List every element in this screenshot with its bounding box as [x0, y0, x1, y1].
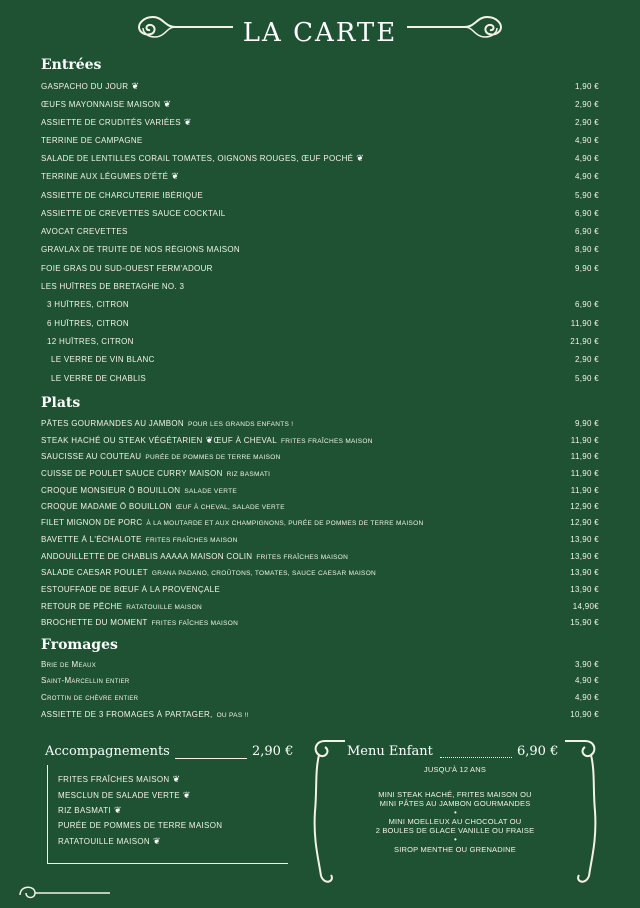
accompagnement-item [58, 821, 222, 830]
plat-note: SALADE VERTE [184, 487, 237, 495]
plat-price: 12,90 € [570, 517, 599, 527]
entree-price: 6,90 € [574, 299, 599, 309]
plat-name: ESTOUFFADE DE BŒUF À LA PROVENÇALE [41, 584, 220, 594]
plat-price: 14,90€ [572, 601, 599, 611]
entree-row [41, 316, 599, 330]
bottom-flourish-icon [0, 875, 120, 905]
fromage-row [41, 657, 599, 671]
divider [440, 757, 512, 758]
right-ornament-icon [405, 12, 505, 42]
plat-name: SAUCISSE AU COUTEAU [41, 451, 142, 461]
entree-price: 5,90 € [574, 190, 599, 200]
menu-enfant-line: SIROP MENTHE OU GRENADINE [394, 845, 516, 854]
plat-row [41, 483, 599, 497]
accompagnement-item [58, 790, 191, 801]
fromage-name: ASSIETTE DE 3 FROMAGES À PARTAGER, [41, 709, 213, 719]
plat-row [41, 549, 599, 563]
entree-price: 2,90 € [574, 99, 599, 109]
entree-row [41, 297, 599, 311]
entree-name: SALADE DE LENTILLES CORAIL TOMATES, OIGNONS ROUGES, ŒUF POCHÉ [41, 153, 354, 163]
entree-row [41, 133, 599, 147]
entree-name: GRAVLAX DE TRUITE DE NOS RÉGIONS MAISON [41, 244, 240, 254]
plat-note: RIZ BASMATI [226, 470, 271, 478]
plat-name: PÂTES GOURMANDES AU JAMBON [41, 418, 184, 428]
header [0, 8, 640, 48]
entree-price: 6,90 € [574, 208, 599, 218]
plat-note: GRANA PADANO, CROÛTONS, TOMATES, SAUCE CAESAR MAISON [151, 569, 377, 577]
entree-price: 6,90 € [574, 226, 599, 236]
plat-note: FRITES FAÎCHES MAISON [151, 619, 239, 627]
entree-price: 9,90 € [574, 263, 599, 273]
entree-row [41, 188, 599, 202]
accompagnement-item [58, 805, 122, 816]
plat-row [41, 582, 599, 596]
plat-row [41, 599, 599, 613]
entree-row [41, 224, 599, 238]
plat-row [41, 466, 599, 480]
menu-enfant-price: 6,90 € [517, 744, 559, 759]
entree-row [41, 242, 599, 256]
plat-price: 13,90 € [570, 584, 599, 594]
entree-name: ŒUFS MAYONNAISE MAISON [41, 99, 161, 109]
plat-name: RETOUR DE PÊCHE [41, 601, 123, 611]
accompagnement-name: RATATOUILLE MAISON [58, 837, 150, 846]
menu-enfant-subtitle: JUSQU'À 12 ANS [423, 765, 487, 774]
entree-price: 21,90 € [570, 336, 599, 346]
left-ornament-icon [135, 12, 235, 42]
plat-name: CROQUE MONSIEUR Ô BOUILLON [41, 485, 181, 495]
section-entrees-heading: Entrées [41, 57, 102, 73]
plat-name: SALADE CAESAR POULET [41, 567, 148, 577]
menu-enfant-line: 2 BOULES DE GLACE VANILLE OU FRAISE [375, 826, 535, 835]
plat-name: CROQUE MADAME Ô BOUILLON [41, 501, 172, 511]
entree-row [41, 97, 599, 111]
entree-name: LE VERRE DE VIN BLANC [51, 354, 155, 364]
leaf-icon: ❦ [183, 116, 192, 127]
fromage-row [41, 673, 599, 687]
entree-row [41, 334, 599, 348]
entree-price: 8,90 € [574, 244, 599, 254]
entree-name: TERRINE DE CAMPAGNE [41, 135, 143, 145]
entree-name: LES HUÎTRES DE BRETAGHE NO. 3 [41, 281, 185, 291]
leaf-icon: ❦ [182, 790, 191, 800]
entree-row [41, 279, 599, 293]
leaf-icon: ❦ [205, 434, 214, 445]
entree-name: GASPACHO DU JOUR [41, 81, 129, 91]
accompagnement-name: FRITES FRAÎCHES MAISON [58, 775, 170, 784]
plat-name: STEAK HACHÉ OU STEAK VÉGÉTARIEN [41, 435, 203, 445]
plat-row [41, 615, 599, 629]
plat-note: RATATOUILLE MAISON [126, 603, 202, 611]
plat-note: FRITES FRAÎCHES MAISON [280, 437, 373, 445]
plat-note: POUR LES GRANDS ENFANTS ! [187, 420, 294, 428]
plat-price: 15,90 € [570, 617, 599, 627]
leaf-icon: ❦ [152, 836, 161, 846]
entree-name: LE VERRE DE CHABLIS [51, 373, 147, 383]
menu-enfant-line: MINI MOELLEUX AU CHOCOLAT OU [388, 817, 522, 826]
plat-note: À LA MOUTARDE ET AUX CHAMPIGNONS, PURÉE DE POMMES DE TERRE MAISON [146, 519, 424, 527]
accompagnement-item [58, 774, 180, 785]
menu-enfant-line: MINI STEAK HACHÉ, FRITES MAISON OU [378, 790, 532, 799]
entree-name: 12 HUÎTRES, CITRON [47, 336, 134, 346]
entree-price: 4,90 € [574, 135, 599, 145]
fromage-price: 10,90 € [570, 709, 599, 719]
leaf-icon: ❦ [172, 774, 181, 784]
divider [175, 758, 247, 759]
bullet-icon: • [454, 808, 457, 817]
plat-row [41, 433, 599, 447]
plat-name: CUISSE DE POULET SAUCE CURRY MAISON [41, 468, 223, 478]
entree-price: 4,90 € [574, 153, 599, 163]
accompagnements-price: 2,90 € [252, 744, 294, 759]
entree-price: 2,90 € [574, 354, 599, 364]
plat-price: 11,90 € [570, 451, 599, 461]
plat-row [41, 515, 599, 529]
entree-price: 11,90 € [570, 318, 599, 328]
entree-price: 2,90 € [574, 117, 599, 127]
plat-row [41, 416, 599, 430]
entree-name: ASSIETTE DE CHARCUTERIE IBÉRIQUE [41, 190, 204, 200]
fromage-price: 4,90 € [574, 675, 599, 685]
entree-row [41, 169, 599, 183]
entree-name: TERRINE AUX LÉGUMES D'ÉTÉ [41, 171, 169, 181]
entree-price: 4,90 € [574, 171, 599, 181]
entree-row [41, 352, 599, 366]
entree-name: ASSIETTE DE CREVETTES SAUCE COCKTAIL [41, 208, 226, 218]
fromage-name: Saint-Marcellin entier [41, 675, 130, 685]
accompagnements-heading: Accompagnements [45, 744, 170, 759]
plat-name-secondary: ŒUF À CHEVAL [213, 435, 277, 445]
plat-name: BROCHETTE DU MOMENT [41, 617, 148, 627]
plat-note: FRITES FRAÎCHES MAISON [256, 553, 349, 561]
fromage-note: OU PAS !! [216, 711, 249, 719]
plat-note: ŒUF À CHEVAL, SALADE VERTE [175, 503, 285, 511]
leaf-icon: ❦ [171, 170, 180, 181]
fromage-price: 3,90 € [574, 659, 599, 669]
plat-price: 11,90 € [570, 468, 599, 478]
plat-price: 13,90 € [570, 551, 599, 561]
section-plats-heading: Plats [41, 395, 81, 411]
entree-price: 1,90 € [574, 81, 599, 91]
plat-price: 12,90 € [570, 501, 599, 511]
plat-row [41, 565, 599, 579]
accompagnement-item [58, 836, 161, 847]
accompagnement-name: MESCLUN DE SALADE VERTE [58, 791, 180, 800]
fromage-row [41, 690, 599, 704]
entree-name: AVOCAT CREVETTES [41, 226, 128, 236]
plat-row [41, 499, 599, 513]
page-title: LA CARTE [242, 18, 398, 48]
menu-enfant-line: MINI PÂTES AU JAMBON GOURMANDES [379, 799, 531, 808]
entree-row [41, 371, 599, 385]
plat-price: 13,90 € [570, 567, 599, 577]
entree-name: 3 HUÎTRES, CITRON [47, 299, 129, 309]
entree-row [41, 79, 599, 93]
leaf-icon: ❦ [131, 80, 140, 91]
plat-note: PURÉE DE POMMES DE TERRE MAISON [145, 453, 281, 461]
entree-row [41, 206, 599, 220]
plat-name: ANDOUILLETTE DE CHABLIS AAAAA MAISON COLIN [41, 551, 253, 561]
fromage-row [41, 707, 599, 721]
leaf-icon: ❦ [356, 152, 365, 163]
entree-price: 5,90 € [574, 373, 599, 383]
entree-name: ASSIETTE DE CRUDITÉS VARIÉES [41, 117, 181, 127]
plat-row [41, 449, 599, 463]
plat-name: BAVETTE À L'ÉCHALOTE [41, 534, 142, 544]
plat-price: 9,90 € [574, 418, 599, 428]
entree-row [41, 115, 599, 129]
plat-note: FRITES FRAÎCHES MAISON [145, 536, 238, 544]
fromage-name: Brie de Meaux [41, 659, 97, 669]
fromage-name: Crottin de chèvre entier [41, 692, 139, 702]
entree-row [41, 261, 599, 275]
leaf-icon: ❦ [113, 805, 122, 815]
plat-price: 11,90 € [570, 485, 599, 495]
entree-name: 6 HUÎTRES, CITRON [47, 318, 129, 328]
plat-row [41, 532, 599, 546]
accompagnement-name: RIZ BASMATI [58, 806, 111, 815]
accompagnement-name: PURÉE DE POMMES DE TERRE MAISON [58, 821, 223, 830]
section-fromages-heading: Fromages [41, 637, 118, 653]
plat-price: 13,90 € [570, 534, 599, 544]
entree-row [41, 151, 599, 165]
leaf-icon: ❦ [163, 98, 172, 109]
plat-price: 11,90 € [570, 435, 599, 445]
plat-name: FILET MIGNON DE PORC [41, 517, 143, 527]
menu-enfant-heading: Menu Enfant [347, 744, 433, 759]
entree-name: FOIE GRAS DU SUD-OUEST FERM'ADOUR [41, 263, 213, 273]
bullet-icon: • [454, 835, 457, 844]
fromage-price: 4,90 € [574, 692, 599, 702]
